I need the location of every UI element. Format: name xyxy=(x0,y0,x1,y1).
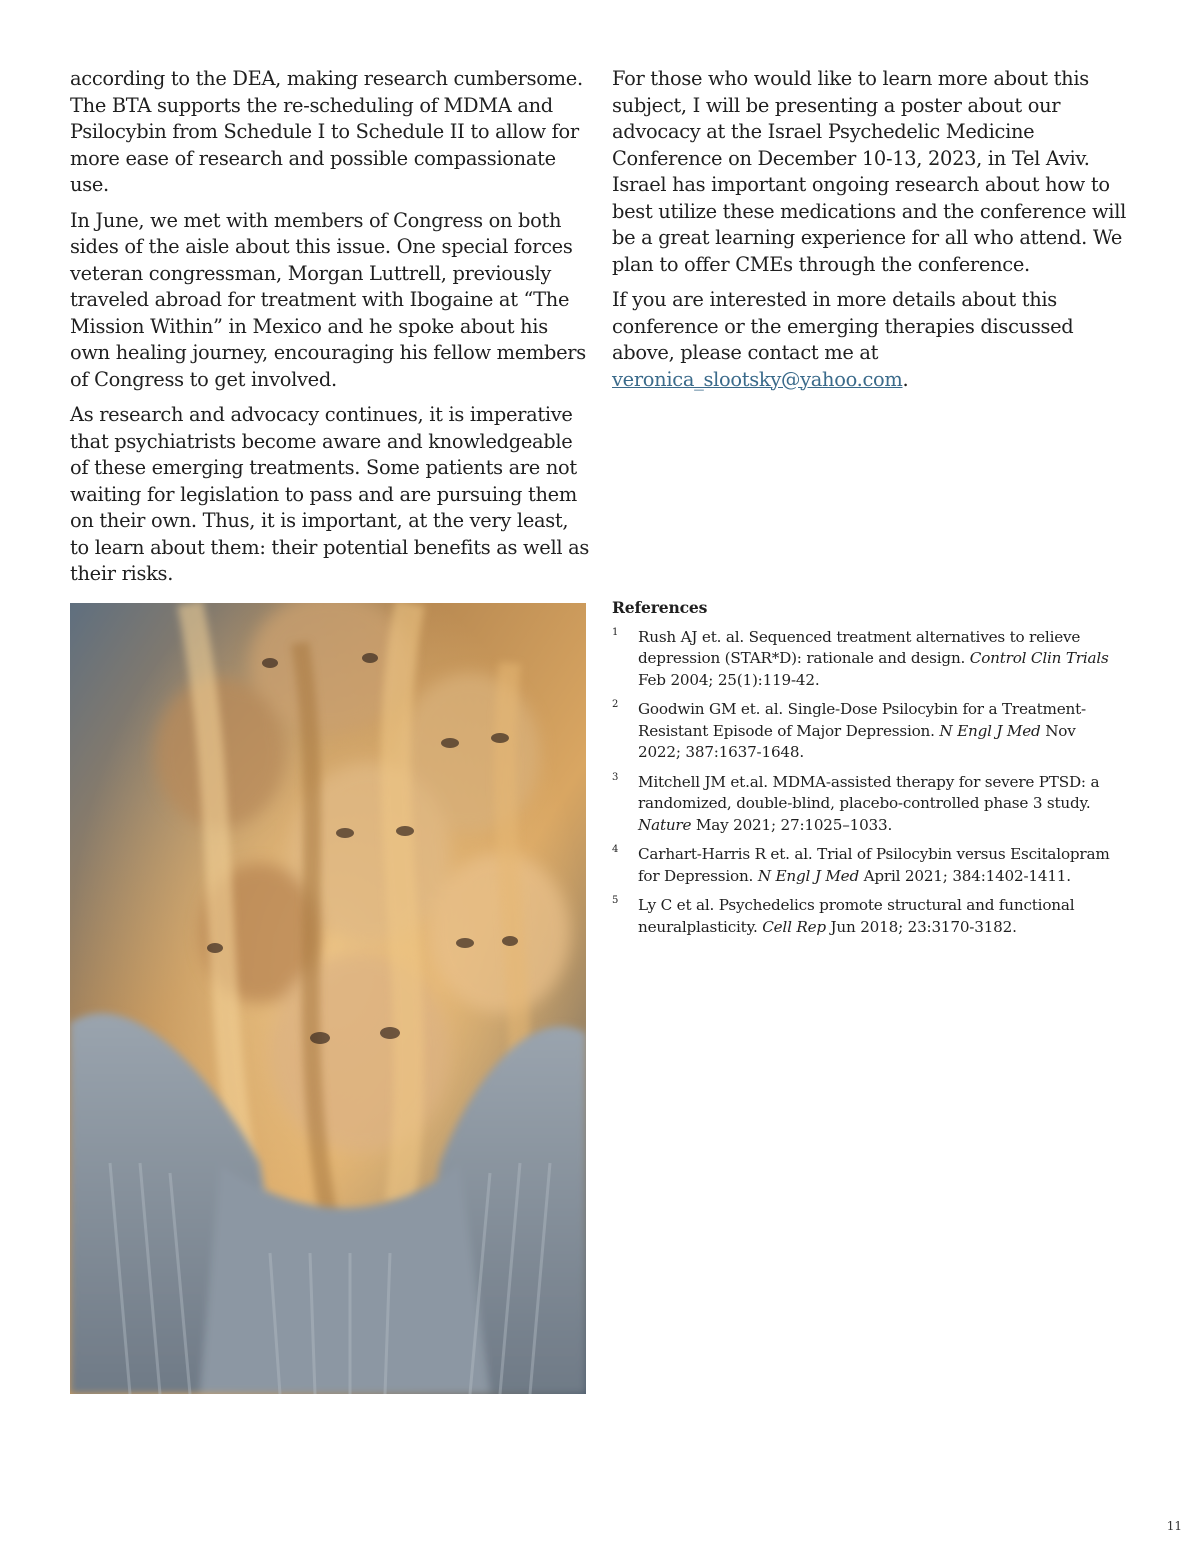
reference-details: May 2021; 27:1025–1033. xyxy=(691,815,893,834)
reference-number: 5 xyxy=(612,895,619,906)
reference-number: 1 xyxy=(612,626,619,638)
body-paragraph: For those who would like to learn more about this subject, I will be presenting a poster about our advocacy at the Israel Psychedelic Medicine Conference on December 10-13, 2023, in Tel Aviv. Israel has important ongoing research about how to best utilize these medications and the conference will be a great learning experience for all who attend. We plan to offer CMEs through the conference. xyxy=(612,67,1127,276)
reference-text: Ly C et al. Psychedelics promote structural and functional neuralplasticity. xyxy=(638,896,1075,936)
body-paragraph: As research and advocacy continues, it is imperative that psychiatrists become aware and knowledgeable of these emerging treatments. Some patients are not waiting for legislation to pass and are pursuing them on their own. Thus, it is important, at the very least, to learn about them: their potential benefits as well as their risks. xyxy=(70,403,590,585)
reference-details: Nov 2022; 387:1637-1648. xyxy=(638,721,1076,761)
contact-paragraph xyxy=(612,287,1137,393)
references-section xyxy=(612,597,1122,946)
reference-details: Jun 2018; 23:3170-3182. xyxy=(825,917,1017,936)
reference-item xyxy=(612,844,1122,887)
references-heading: References xyxy=(612,598,708,617)
reference-number: 4 xyxy=(612,844,619,855)
reference-number: 3 xyxy=(612,771,619,783)
reference-text: Goodwin GM et. al. Single-Dose Psilocybin for a Treatment-Resistant Episode of Major Depression. xyxy=(638,700,1086,740)
reference-journal: N Engl J Med xyxy=(939,721,1041,740)
email-link[interactable]: veronica_slootsky@yahoo.com xyxy=(612,367,903,391)
reference-item xyxy=(612,895,1122,938)
reference-number: 2 xyxy=(612,699,619,710)
body-paragraph: In June, we met with members of Congress on both sides of the aisle about this issue. One special forces veteran congressman, Morgan Luttrell, previously traveled abroad for treatment with Ibogaine at “The Mission Within” in Mexico and he spoke about his own healing journey, encouraging his fellow members of Congress to get involved. xyxy=(70,208,586,391)
body-paragraph: according to the DEA, making research cumbersome. The BTA supports the re-scheduling of MDMA and Psilocybin from Schedule I to Schedule II to allow for more ease of research and possible compassionate use. xyxy=(70,67,583,196)
reference-journal: Control Clin Trials xyxy=(969,649,1109,667)
reference-text: Mitchell JM et.al. MDMA-assisted therapy for severe PTSD: a randomized, double-blind, placebo-controlled phase 3 study. xyxy=(638,772,1100,812)
reference-item xyxy=(612,699,1122,764)
reference-details: April 2021; 384:1402-1411. xyxy=(859,866,1071,885)
reference-journal: N Engl J Med xyxy=(757,866,859,885)
reference-item xyxy=(612,627,1122,692)
contact-text: If you are interested in more details about this conference or the emerging therapies discussed above, please contact me at xyxy=(612,288,1074,364)
reference-text: Rush AJ et. al. Sequenced treatment alternatives to relieve depression (STAR*D): rationale and design. xyxy=(638,627,1081,667)
reference-text: Carhart-Harris R et. al. Trial of Psilocybin versus Escitalopram for Depression. xyxy=(638,845,1110,885)
reference-journal: Cell Rep xyxy=(762,917,826,936)
reference-details: Feb 2004; 25(1):119-42. xyxy=(638,670,820,689)
reference-journal: Nature xyxy=(638,815,692,834)
left-column xyxy=(70,66,590,597)
article-photo xyxy=(70,603,586,1394)
page-number: 11 xyxy=(1166,1519,1182,1533)
reference-item xyxy=(612,772,1122,837)
contact-period: . xyxy=(902,367,909,391)
right-column xyxy=(612,66,1137,402)
